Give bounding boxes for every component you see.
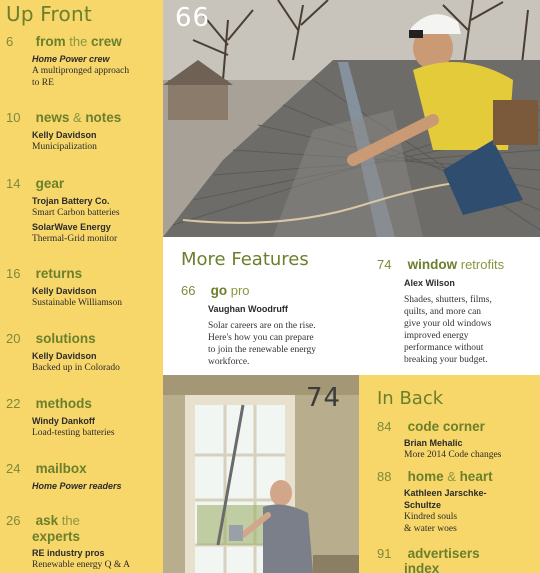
entry-author: Kelly Davidson (32, 286, 97, 296)
roof-installer-illustration (163, 0, 540, 237)
feature-description-line: workforce. (208, 357, 250, 367)
entry-author: Trojan Battery Co. (32, 196, 110, 206)
feature-description-line: to join the renewable energy (208, 345, 316, 355)
entry-keyword: solutions (35, 331, 96, 346)
page-number: 88 (377, 469, 392, 484)
page-number: 91 (377, 546, 392, 561)
entry-connector: pro (230, 283, 250, 298)
entry-keyword: crew (90, 34, 122, 49)
window-retrofit-photo (163, 375, 359, 573)
page-number: 84 (377, 419, 392, 434)
entry-keyword: gear (35, 176, 65, 191)
page-number: 10 (6, 110, 21, 125)
photo-page-number: 66 (175, 3, 211, 33)
page-number: 66 (181, 283, 196, 298)
feature-description-line: performance without (404, 343, 484, 353)
entry-keyword: returns (35, 266, 83, 281)
toc-entry-from-the-crew[interactable] (6, 34, 158, 89)
entry-description: Municipalization (32, 142, 97, 152)
toc-entry-mailbox[interactable] (6, 461, 158, 492)
entry-author: Home Power crew (32, 54, 110, 64)
entry-author: RE industry pros (32, 548, 105, 558)
page-number: 22 (6, 396, 21, 411)
toc-entry-solutions[interactable] (6, 331, 158, 374)
entry-keyword: index (404, 561, 440, 573)
feature-description (404, 294, 537, 366)
entry-connector: the (69, 34, 88, 49)
entry-description: Sustainable Williamson (32, 298, 122, 308)
entry-author: Home Power readers (32, 481, 122, 491)
entry-keyword: go (210, 283, 228, 298)
entry-connector: & (447, 469, 456, 484)
page-number: 6 (6, 34, 14, 49)
feature-description-line: improved energy (404, 331, 469, 341)
entry-description: Load-testing batteries (32, 428, 115, 438)
feature-description-line: give your old windows (404, 319, 492, 329)
in-back-section (359, 375, 540, 573)
entry-author: Kelly Davidson (32, 130, 97, 140)
toc-entry-returns[interactable] (6, 266, 158, 309)
toc-entry-ask-the-experts[interactable] (6, 513, 158, 571)
entry-keyword: experts (32, 529, 81, 544)
entry-author: Kathleen Jarschke- (404, 488, 487, 498)
roof-installer-photo (163, 0, 540, 237)
entry-keyword: methods (35, 396, 92, 411)
entry-author: Schultze (404, 500, 442, 510)
entry-keyword: heart (459, 469, 493, 484)
entry-description: Backed up in Colorado (32, 363, 120, 373)
feature-description-line: Here's how you can prepare (208, 333, 314, 343)
page-number: 14 (6, 176, 21, 191)
toc-entry-news-and-notes[interactable] (6, 110, 158, 153)
entry-description: to RE (32, 78, 54, 88)
entry-keyword: ask (35, 513, 59, 528)
entry-keyword: mailbox (35, 461, 87, 476)
entry-author: Windy Dankoff (32, 416, 95, 426)
page-number: 20 (6, 331, 21, 346)
entry-connector: & (73, 110, 82, 125)
entry-description: Kindred souls (404, 512, 458, 522)
toc-entry-code-corner[interactable] (377, 419, 537, 461)
entry-author: Kelly Davidson (32, 351, 97, 361)
entry-keyword: notes (85, 110, 122, 125)
more-features-section (163, 237, 540, 375)
entry-keyword: advertisers (407, 546, 480, 561)
entry-description: Smart Carbon batteries (32, 208, 120, 218)
section-title-in-back: In Back (377, 388, 444, 409)
feature-author: Alex Wilson (404, 278, 455, 288)
entry-author: SolarWave Energy (32, 222, 111, 232)
toc-entry-methods[interactable] (6, 396, 158, 439)
entry-keyword: code corner (407, 419, 485, 434)
entry-keyword: from (35, 34, 66, 49)
feature-description (208, 320, 351, 368)
entry-description: A multipronged approach (32, 66, 130, 76)
feature-author: Vaughan Woodruff (208, 304, 288, 314)
feature-description-line: quilts, and more can (404, 307, 482, 317)
feature-go-pro[interactable] (181, 283, 351, 368)
toc-entry-home-and-heart[interactable] (377, 469, 537, 535)
entry-description: & water woes (404, 524, 457, 534)
page-number: 74 (377, 257, 392, 272)
entry-keyword: news (35, 110, 70, 125)
feature-description-line: Shades, shutters, films, (404, 295, 492, 305)
entry-author: Brian Mehalic (404, 438, 463, 448)
feature-window-retrofits[interactable] (377, 257, 537, 366)
toc-entry-advertisers-index[interactable] (377, 546, 537, 573)
page-number: 16 (6, 266, 21, 281)
entry-description: Renewable energy Q & A (32, 560, 130, 570)
entry-connector: the (61, 513, 80, 528)
entry-connector: retrofits (460, 257, 505, 272)
section-title-more-features: More Features (181, 249, 309, 270)
page-number: 26 (6, 513, 21, 528)
feature-description-line: breaking your budget. (404, 355, 488, 365)
entry-keyword: home (407, 469, 444, 484)
entry-description: Thermal-Grid monitor (32, 234, 118, 244)
photo-page-number: 74 (306, 383, 342, 413)
section-title-up-front: Up Front (6, 2, 92, 26)
page-number: 24 (6, 461, 21, 476)
feature-description-line: Solar careers are on the rise. (208, 321, 316, 331)
toc-entry-gear[interactable] (6, 176, 158, 245)
entry-description: More 2014 Code changes (404, 450, 502, 460)
entry-keyword: window (407, 257, 458, 272)
up-front-column (0, 0, 163, 573)
